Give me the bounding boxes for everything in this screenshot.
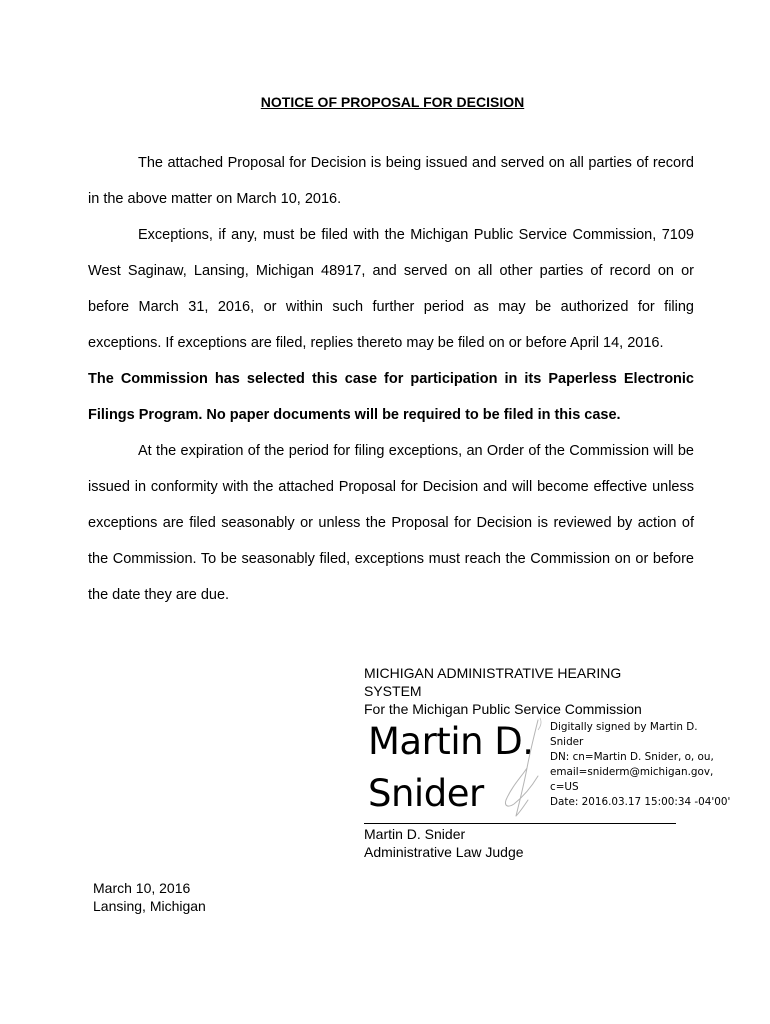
- agency-block: [364, 664, 694, 718]
- signature-date: Date: 2016.03.17 15:00:34 -04'00': [550, 796, 731, 808]
- signature-detail-line: email=sniderm@michigan.gov,: [550, 766, 714, 778]
- issued-date: March 10, 2016: [93, 880, 191, 896]
- signature-name-line-2: Snider: [368, 772, 484, 815]
- signature-line: [364, 823, 676, 824]
- signer-block: [364, 825, 524, 861]
- digital-signature: [364, 716, 734, 824]
- signature-details: [550, 720, 730, 810]
- paragraph-paperless-filing: The Commission has selected this case for participation in its Paperless Electronic Filings Program. No paper documents will be required to be filed in this case.: [88, 371, 694, 423]
- signature-detail-line: Snider: [550, 736, 584, 748]
- agency-line-1: MICHIGAN ADMINISTRATIVE HEARING: [364, 665, 622, 681]
- paragraph-issuance: The attached Proposal for Decision is being issued and served on all parties of record in the above matter on March 10, 2016.: [88, 155, 694, 207]
- notice-body: [88, 145, 694, 613]
- signer-title: Administrative Law Judge: [364, 844, 524, 860]
- signer-name: Martin D. Snider: [364, 826, 466, 842]
- signature-name-line-1: Martin D.: [368, 720, 534, 763]
- notice-title: NOTICE OF PROPOSAL FOR DECISION: [260, 94, 525, 110]
- paragraph-exceptions: Exceptions, if any, must be filed with the Michigan Public Service Commission, 7109 West Saginaw, Lansing, Michigan 48917, and served on all other parties of record on or before March 31, 2016, or within such further period as may be authorized for filing exceptions. If exceptions are filed, replies thereto may be filed on or before April 14, 2016.: [88, 227, 694, 351]
- signature-scrawl-icon: [494, 716, 554, 824]
- issued-block: [93, 879, 206, 915]
- signature-detail-line: DN: cn=Martin D. Snider, o, ou,: [550, 751, 714, 763]
- agency-line-3: For the Michigan Public Service Commission: [364, 701, 642, 717]
- signature-detail-line: Digitally signed by Martin D.: [550, 721, 698, 733]
- agency-line-2: SYSTEM: [364, 683, 422, 699]
- issued-location: Lansing, Michigan: [93, 898, 206, 914]
- paragraph-order-effect: At the expiration of the period for filing exceptions, an Order of the Commission will be issued in conformity with the attached Proposal for Decision and will become effective unless exceptions are filed seasonably or unless the Proposal for Decision is reviewed by action of the Commission. To be seasonably filed, exceptions must reach the Commission on or before the date they are due.: [88, 443, 694, 603]
- signature-detail-line: c=US: [550, 781, 579, 793]
